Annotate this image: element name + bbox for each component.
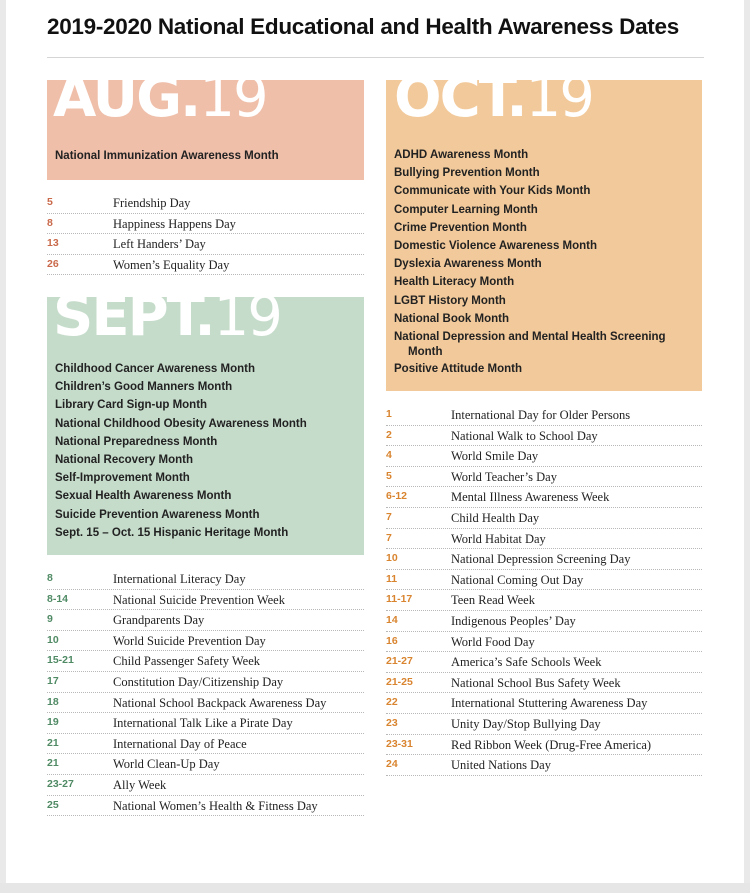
september-year-label: 19 [213, 284, 281, 349]
october-observance: National Book Month [394, 312, 509, 325]
september-observance: Sexual Health Awareness Month [55, 490, 232, 503]
september-day-row [47, 590, 364, 611]
day-number: 14 [386, 613, 398, 626]
october-day-row [386, 673, 702, 694]
title-divider [47, 57, 704, 58]
october-day-row [386, 426, 702, 447]
day-event: Happiness Happens Day [113, 216, 236, 231]
day-event: Red Ribbon Week (Drug-Free America) [451, 737, 652, 752]
september-observance: Suicide Prevention Awareness Month [55, 508, 260, 521]
september-day-row [47, 651, 364, 672]
day-event: National School Backpack Awareness Day [113, 695, 327, 710]
day-event: World Food Day [451, 634, 535, 649]
page-edge-bottom [0, 883, 750, 893]
august-day-row [47, 255, 364, 276]
day-number: 11-17 [386, 593, 413, 606]
day-number: 7 [386, 510, 392, 523]
october-day-list [386, 405, 702, 776]
october-day-row [386, 714, 702, 735]
september-day-row [47, 754, 364, 775]
october-day-row [386, 446, 702, 467]
day-event: Child Health Day [451, 510, 540, 525]
day-event: National Depression Screening Day [451, 552, 631, 567]
august-month-label: AUG. [53, 65, 200, 130]
day-number: 8-14 [47, 592, 69, 605]
october-observance-list [394, 146, 666, 378]
october-day-row [386, 405, 702, 426]
day-event: National Walk to School Day [451, 428, 598, 443]
october-heading [394, 65, 593, 130]
day-event: United Nations Day [451, 758, 551, 773]
september-month-label: SEPT. [53, 284, 214, 349]
october-day-row [386, 652, 702, 673]
day-number: 23-31 [386, 737, 413, 750]
day-event: Ally Week [113, 777, 167, 792]
september-observance: Childhood Cancer Awareness Month [55, 363, 255, 375]
day-event: National Coming Out Day [451, 572, 584, 587]
october-day-row [386, 529, 702, 550]
observance-line-continued: Month [408, 345, 443, 358]
september-day-row [47, 734, 364, 755]
september-observance: Children’s Good Manners Month [55, 381, 233, 394]
day-number: 26 [47, 257, 59, 270]
september-day-row [47, 610, 364, 631]
october-year-label: 19 [525, 65, 593, 130]
day-number: 4 [386, 449, 392, 462]
october-day-row [386, 508, 702, 529]
october-panel [386, 65, 702, 391]
day-event: World Suicide Prevention Day [113, 633, 266, 648]
august-observance-list [55, 147, 279, 165]
day-event: Constitution Day/Citizenship Day [113, 674, 284, 689]
september-day-row [47, 693, 364, 714]
day-number: 7 [386, 531, 392, 544]
day-event: Grandparents Day [113, 613, 205, 628]
day-number: 21-27 [386, 655, 413, 668]
september-observance-list [55, 360, 307, 542]
day-event: International Day of Peace [113, 736, 247, 751]
day-number: 1 [386, 408, 392, 420]
day-event: Unity Day/Stop Bullying Day [451, 716, 601, 731]
october-day-row [386, 755, 702, 776]
page-title: 2019-2020 National Educational and Health Awareness Dates [47, 14, 679, 39]
day-number: 21-25 [386, 675, 413, 688]
september-day-list [47, 569, 364, 816]
day-number: 11 [386, 572, 398, 585]
september-heading [53, 284, 281, 349]
october-observance: ADHD Awareness Month [394, 149, 529, 161]
day-event: World Habitat Day [451, 531, 546, 546]
day-number: 13 [47, 237, 59, 250]
september-panel [47, 284, 364, 555]
day-number: 19 [47, 716, 59, 729]
september-observance: National Childhood Obesity Awareness Month [55, 417, 307, 430]
day-event: Women’s Equality Day [113, 257, 230, 272]
day-number: 23-27 [47, 777, 74, 790]
august-observance: National Immunization Awareness Month [55, 150, 279, 162]
day-event: National Women’s Health & Fitness Day [113, 798, 318, 813]
day-event: International Literacy Day [113, 572, 246, 586]
page-edge-left [0, 0, 6, 893]
day-number: 5 [47, 196, 53, 208]
day-event: National Suicide Prevention Week [113, 592, 285, 607]
day-number: 8 [47, 216, 53, 229]
october-day-row [386, 570, 702, 591]
day-event: International Talk Like a Pirate Day [113, 716, 293, 731]
day-number: 24 [386, 758, 398, 771]
day-number: 5 [386, 469, 392, 482]
october-observance: Computer Learning Month [394, 203, 538, 216]
august-day-row [47, 214, 364, 235]
day-event: Mental Illness Awareness Week [451, 490, 610, 505]
september-day-row [47, 713, 364, 734]
september-day-row [47, 631, 364, 652]
september-observance: Library Card Sign-up Month [55, 399, 208, 412]
september-day-row [47, 672, 364, 693]
day-number: 17 [47, 674, 59, 687]
day-event: America’s Safe Schools Week [451, 655, 602, 670]
october-day-row [386, 693, 702, 714]
october-observance: Health Literacy Month [394, 276, 515, 289]
october-day-row [386, 632, 702, 653]
day-event: Left Handers’ Day [113, 237, 206, 252]
october-day-row [386, 611, 702, 632]
day-event: International Day for Older Persons [451, 408, 631, 422]
september-observance: National Recovery Month [55, 453, 194, 466]
day-event: Teen Read Week [451, 593, 535, 608]
august-year-label: 19 [199, 65, 267, 130]
september-day-row [47, 569, 364, 590]
september-observance: National Preparedness Month [55, 435, 218, 448]
day-number: 9 [47, 613, 53, 626]
day-number: 2 [386, 428, 392, 441]
day-event: World Teacher’s Day [451, 469, 557, 484]
september-observance: Sept. 15 – Oct. 15 Hispanic Heritage Month [55, 526, 289, 539]
day-event: Indigenous Peoples’ Day [451, 613, 576, 628]
day-number: 6-12 [386, 490, 408, 503]
day-number: 10 [386, 552, 398, 565]
day-number: 16 [386, 634, 398, 647]
day-number: 21 [47, 736, 59, 749]
october-day-row [386, 590, 702, 611]
day-number: 8 [47, 572, 53, 584]
day-number: 10 [47, 633, 59, 646]
october-day-row [386, 467, 702, 488]
day-event: National School Bus Safety Week [451, 675, 621, 690]
day-event: Friendship Day [113, 196, 191, 210]
august-panel [47, 65, 364, 180]
october-observance: Communicate with Your Kids Month [394, 185, 591, 198]
august-day-row [47, 234, 364, 255]
day-number: 18 [47, 695, 59, 708]
day-number: 15-21 [47, 654, 74, 667]
october-day-row [386, 549, 702, 570]
day-number: 25 [47, 798, 59, 811]
october-observance: Crime Prevention Month [394, 221, 527, 234]
day-number: 21 [47, 757, 59, 770]
september-day-row [47, 796, 364, 817]
october-observance: Domestic Violence Awareness Month [394, 239, 598, 252]
day-event: Child Passenger Safety Week [113, 654, 260, 669]
september-day-row [47, 775, 364, 796]
october-month-label: OCT. [394, 65, 526, 130]
august-day-row [47, 193, 364, 214]
day-event: World Smile Day [451, 449, 539, 464]
observance-line: National Depression and Mental Health Screening [394, 330, 666, 343]
day-number: 23 [386, 716, 398, 729]
october-day-row [386, 735, 702, 756]
october-observance: LGBT History Month [394, 294, 506, 307]
august-day-list [47, 193, 364, 275]
page-edge-right [744, 0, 750, 893]
day-number: 22 [386, 696, 398, 709]
august-heading [53, 65, 267, 130]
day-event: World Clean-Up Day [113, 757, 220, 772]
september-observance: Self-Improvement Month [55, 472, 190, 485]
october-observance: Positive Attitude Month [394, 362, 522, 375]
day-event: International Stuttering Awareness Day [451, 696, 648, 711]
october-day-row [386, 487, 702, 508]
october-observance: Bullying Prevention Month [394, 167, 540, 180]
october-observance: Dyslexia Awareness Month [394, 258, 542, 271]
october-observance [394, 328, 666, 360]
